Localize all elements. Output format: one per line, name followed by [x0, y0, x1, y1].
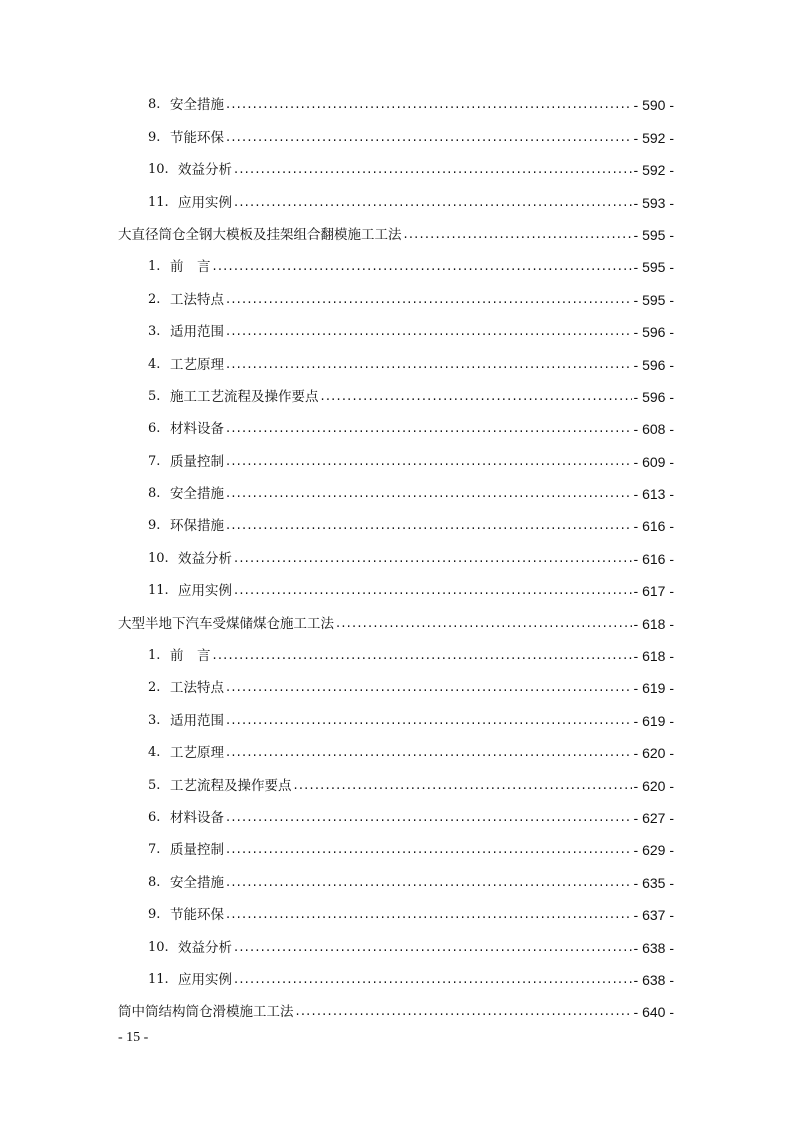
toc-entry-number: 9.: [148, 129, 161, 145]
toc-entry-page: - 618 -: [633, 615, 674, 632]
toc-dot-leader: [226, 841, 632, 859]
toc-entry-title: 筒中筒结构筒仓滑模施工工法: [118, 1004, 294, 1021]
toc-entry[interactable]: [0, 963, 793, 995]
toc-entry[interactable]: [0, 541, 793, 573]
toc-entry-title: 节能环保: [170, 129, 224, 146]
toc-dot-leader: [226, 679, 632, 697]
toc-entry[interactable]: [0, 477, 793, 509]
toc-entry-page: - 595 -: [633, 226, 674, 243]
toc-entry-page: - 616 -: [633, 518, 674, 535]
toc-entry-page: - 617 -: [633, 583, 674, 600]
toc-entry[interactable]: [0, 218, 793, 250]
toc-entry-number: 5.: [148, 388, 161, 404]
toc-entry-title: 安全措施: [170, 97, 224, 114]
toc-entry-number: 10.: [148, 162, 169, 178]
toc-entry[interactable]: [0, 315, 793, 347]
toc-dot-leader: [336, 615, 632, 633]
toc-entry-title: 适用范围: [170, 324, 224, 341]
toc-entry-title: 效益分析: [178, 162, 232, 179]
toc-entry-title: 材料设备: [170, 809, 224, 826]
toc-dot-leader: [296, 1003, 632, 1021]
toc-entry[interactable]: [0, 347, 793, 379]
toc-entry-page: - 616 -: [633, 550, 674, 567]
toc-entry-page: - 592 -: [633, 162, 674, 179]
toc-entry-title: 工法特点: [170, 680, 224, 697]
toc-entry-number: 3.: [148, 712, 161, 728]
toc-entry-page: - 595 -: [633, 291, 674, 308]
toc-entry[interactable]: [0, 801, 793, 833]
toc-dot-leader: [213, 258, 632, 276]
toc-entry[interactable]: [0, 768, 793, 800]
toc-dot-leader: [226, 744, 632, 762]
page-number-footer: - 15 -: [118, 1030, 149, 1045]
toc-dot-leader: [404, 226, 632, 244]
toc-entry[interactable]: [0, 88, 793, 120]
toc-entry-number: 8.: [148, 97, 161, 113]
toc-entry-page: - 590 -: [633, 97, 674, 114]
toc-entry-page: - 613 -: [633, 486, 674, 503]
toc-entry[interactable]: [0, 120, 793, 152]
toc-entry[interactable]: [0, 444, 793, 476]
toc-entry-page: - 637 -: [633, 907, 674, 924]
table-of-contents: [0, 88, 793, 1027]
toc-entry-title: 质量控制: [170, 842, 224, 859]
toc-entry-title: 应用实例: [178, 194, 232, 211]
toc-entry[interactable]: [0, 930, 793, 962]
toc-entry-number: 7.: [148, 453, 161, 469]
toc-entry-number: 8.: [148, 874, 161, 890]
toc-entry-page: - 619 -: [633, 712, 674, 729]
toc-dot-leader: [226, 129, 632, 147]
toc-dot-leader: [226, 712, 632, 730]
toc-entry[interactable]: [0, 865, 793, 897]
toc-entry-title: 工艺流程及操作要点: [170, 777, 292, 794]
toc-entry-title: 安全措施: [170, 486, 224, 503]
toc-entry-title: 材料设备: [170, 421, 224, 438]
toc-entry-page: - 596 -: [633, 388, 674, 405]
toc-entry-number: 11.: [148, 971, 169, 987]
toc-entry-number: 1.: [148, 259, 161, 275]
toc-entry[interactable]: [0, 898, 793, 930]
toc-entry-title: 大直径筒仓全钢大模板及挂架组合翻模施工工法: [118, 226, 402, 243]
toc-entry-number: 9.: [148, 907, 161, 923]
toc-entry-page: - 620 -: [633, 745, 674, 762]
toc-dot-leader: [321, 388, 632, 406]
toc-entry[interactable]: [0, 995, 793, 1027]
toc-entry[interactable]: [0, 833, 793, 865]
toc-entry-number: 2.: [148, 680, 161, 696]
toc-entry-number: 4.: [148, 745, 161, 761]
toc-entry-title: 节能环保: [170, 907, 224, 924]
toc-dot-leader: [226, 356, 632, 374]
toc-entry-number: 7.: [148, 842, 161, 858]
toc-dot-leader: [226, 874, 632, 892]
toc-dot-leader: [234, 161, 632, 179]
toc-entry-page: - 620 -: [633, 777, 674, 794]
toc-dot-leader: [213, 647, 632, 665]
toc-entry[interactable]: [0, 380, 793, 412]
toc-entry-number: 6.: [148, 809, 161, 825]
toc-entry-number: 2.: [148, 291, 161, 307]
toc-entry[interactable]: [0, 282, 793, 314]
toc-entry[interactable]: [0, 574, 793, 606]
toc-dot-leader: [226, 323, 632, 341]
toc-dot-leader: [234, 194, 632, 212]
toc-dot-leader: [226, 517, 632, 535]
toc-entry-title: 大型半地下汽车受煤储煤仓施工工法: [118, 615, 334, 632]
toc-dot-leader: [226, 420, 632, 438]
toc-dot-leader: [226, 291, 632, 309]
toc-dot-leader: [226, 453, 632, 471]
toc-entry-page: - 618 -: [633, 648, 674, 665]
toc-entry-page: - 640 -: [633, 1004, 674, 1021]
toc-entry[interactable]: [0, 639, 793, 671]
toc-entry-title: 施工工艺流程及操作要点: [170, 388, 319, 405]
toc-entry-page: - 629 -: [633, 842, 674, 859]
toc-entry-title: 安全措施: [170, 874, 224, 891]
toc-entry-title: 前 言: [170, 259, 211, 276]
toc-entry-page: - 593 -: [633, 194, 674, 211]
toc-entry[interactable]: [0, 250, 793, 282]
toc-entry-page: - 596 -: [633, 356, 674, 373]
toc-entry-title: 应用实例: [178, 583, 232, 600]
toc-dot-leader: [234, 939, 632, 957]
toc-entry-number: 10.: [148, 550, 169, 566]
toc-entry-title: 前 言: [170, 648, 211, 665]
toc-entry-page: - 638 -: [633, 971, 674, 988]
toc-entry[interactable]: [0, 736, 793, 768]
toc-dot-leader: [234, 582, 632, 600]
toc-entry[interactable]: [0, 412, 793, 444]
toc-entry-number: 5.: [148, 777, 161, 793]
toc-entry-title: 工艺原理: [170, 745, 224, 762]
toc-entry-page: - 609 -: [633, 453, 674, 470]
toc-entry-number: 4.: [148, 356, 161, 372]
toc-dot-leader: [234, 971, 632, 989]
toc-dot-leader: [226, 809, 632, 827]
toc-entry[interactable]: [0, 153, 793, 185]
toc-dot-leader: [226, 485, 632, 503]
toc-entry-page: - 638 -: [633, 939, 674, 956]
toc-entry-title: 应用实例: [178, 971, 232, 988]
toc-entry[interactable]: [0, 703, 793, 735]
toc-entry-page: - 627 -: [633, 809, 674, 826]
toc-entry-number: 1.: [148, 648, 161, 664]
toc-entry-page: - 592 -: [633, 129, 674, 146]
toc-entry-title: 质量控制: [170, 453, 224, 470]
toc-entry-page: - 635 -: [633, 874, 674, 891]
toc-entry-title: 工艺原理: [170, 356, 224, 373]
toc-dot-leader: [234, 550, 632, 568]
toc-entry-page: - 596 -: [633, 324, 674, 341]
toc-entry-title: 适用范围: [170, 712, 224, 729]
toc-entry[interactable]: [0, 509, 793, 541]
toc-entry-title: 效益分析: [178, 939, 232, 956]
toc-entry-page: - 595 -: [633, 259, 674, 276]
toc-entry-title: 环保措施: [170, 518, 224, 535]
toc-entry-title: 效益分析: [178, 550, 232, 567]
toc-dot-leader: [226, 906, 632, 924]
toc-entry-page: - 619 -: [633, 680, 674, 697]
toc-entry-number: 11.: [148, 194, 169, 210]
toc-entry-number: 10.: [148, 939, 169, 955]
toc-entry[interactable]: [0, 185, 793, 217]
toc-entry[interactable]: [0, 606, 793, 638]
toc-dot-leader: [294, 777, 632, 795]
toc-entry-title: 工法特点: [170, 291, 224, 308]
toc-entry-number: 9.: [148, 518, 161, 534]
toc-dot-leader: [226, 96, 632, 114]
toc-entry-number: 8.: [148, 486, 161, 502]
toc-entry-number: 3.: [148, 324, 161, 340]
toc-entry-number: 11.: [148, 583, 169, 599]
toc-entry[interactable]: [0, 671, 793, 703]
toc-entry-number: 6.: [148, 421, 161, 437]
toc-entry-page: - 608 -: [633, 421, 674, 438]
